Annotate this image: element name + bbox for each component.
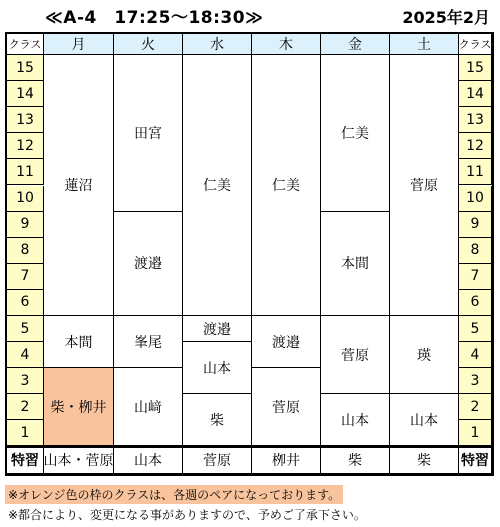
class-number-right: 15 bbox=[459, 55, 492, 81]
note-pair-highlight: ※オレンジ色の枠のクラスは、各週のペアになっております。 bbox=[5, 485, 343, 504]
teacher-cell: 仁美 bbox=[183, 55, 252, 316]
teacher-cell: 仁美 bbox=[252, 55, 321, 316]
class-number-right: 3 bbox=[459, 368, 492, 394]
day-header-sat: 土 bbox=[390, 34, 459, 55]
class-number-left: 1 bbox=[7, 420, 44, 446]
day-header-thu: 木 bbox=[252, 34, 321, 55]
teacher-cell: 本間 bbox=[44, 316, 114, 368]
class-number-left: 8 bbox=[7, 238, 44, 264]
day-header-wed: 水 bbox=[183, 34, 252, 55]
teacher-cell: 渡邉 bbox=[183, 316, 252, 342]
teacher-cell: 山﨑 bbox=[114, 368, 183, 446]
class-number-right: 5 bbox=[459, 316, 492, 342]
note-schedule-change: ※都合により、変更になる事がありますので、予めご了承下さい。 bbox=[8, 508, 366, 522]
class-number-left: 9 bbox=[7, 212, 44, 238]
lecture-cell-sat: 柴 bbox=[390, 447, 459, 475]
teacher-cell: 山本 bbox=[321, 394, 390, 446]
teacher-cell: 田宮 bbox=[114, 55, 183, 212]
class-number-left: 10 bbox=[7, 186, 44, 212]
class-number-right: 8 bbox=[459, 238, 492, 264]
teacher-cell: 渡邉 bbox=[252, 316, 321, 368]
teacher-cell: 柴・栁井 bbox=[44, 368, 114, 446]
class-number-right: 14 bbox=[459, 81, 492, 107]
class-number-right: 11 bbox=[459, 159, 492, 185]
teacher-cell: 柴 bbox=[183, 394, 252, 446]
schedule-month: 2025年2月 bbox=[402, 8, 490, 27]
class-number-left: 3 bbox=[7, 368, 44, 394]
class-header-left: クラス bbox=[7, 34, 44, 55]
class-number-right: 12 bbox=[459, 133, 492, 159]
class-number-right: 1 bbox=[459, 420, 492, 446]
class-number-right: 7 bbox=[459, 264, 492, 290]
class-number-left: 13 bbox=[7, 107, 44, 133]
teacher-cell: 峯尾 bbox=[114, 316, 183, 368]
lecture-cell-fri: 柴 bbox=[321, 447, 390, 475]
lecture-cell-tue: 山本 bbox=[114, 447, 183, 475]
teacher-cell: 山本 bbox=[390, 394, 459, 446]
schedule-title: ≪A-4 17:25～18:30≫ bbox=[45, 8, 264, 28]
class-number-left: 2 bbox=[7, 394, 44, 420]
lecture-row-divider bbox=[7, 446, 492, 448]
schedule-grid bbox=[5, 32, 494, 476]
class-header-right: クラス bbox=[459, 34, 492, 55]
class-number-right: 9 bbox=[459, 212, 492, 238]
lecture-cell-thu: 栁井 bbox=[252, 447, 321, 475]
lecture-cell-mon: 山本・菅原 bbox=[44, 447, 114, 475]
class-number-left: 12 bbox=[7, 133, 44, 159]
teacher-cell: 菅原 bbox=[321, 316, 390, 394]
class-number-left: 7 bbox=[7, 264, 44, 290]
teacher-cell: 菅原 bbox=[252, 368, 321, 446]
teacher-cell: 渡邉 bbox=[114, 212, 183, 316]
class-number-right: 13 bbox=[459, 107, 492, 133]
class-number-right: 4 bbox=[459, 342, 492, 368]
lecture-label-right: 特習 bbox=[459, 447, 492, 475]
class-number-left: 5 bbox=[7, 316, 44, 342]
teacher-cell: 山本 bbox=[183, 342, 252, 394]
teacher-cell: 瑛 bbox=[390, 316, 459, 394]
day-header-fri: 金 bbox=[321, 34, 390, 55]
class-number-right: 2 bbox=[459, 394, 492, 420]
lecture-label-left: 特習 bbox=[7, 447, 44, 475]
class-number-left: 14 bbox=[7, 81, 44, 107]
class-number-left: 4 bbox=[7, 342, 44, 368]
class-number-left: 11 bbox=[7, 159, 44, 185]
day-header-mon: 月 bbox=[44, 34, 114, 55]
class-number-left: 15 bbox=[7, 55, 44, 81]
day-header-tue: 火 bbox=[114, 34, 183, 55]
teacher-cell: 菅原 bbox=[390, 55, 459, 316]
class-number-left: 6 bbox=[7, 290, 44, 316]
class-number-right: 6 bbox=[459, 290, 492, 316]
teacher-cell: 仁美 bbox=[321, 55, 390, 212]
lecture-cell-wed: 菅原 bbox=[183, 447, 252, 475]
class-number-right: 10 bbox=[459, 186, 492, 212]
teacher-cell: 本間 bbox=[321, 212, 390, 316]
teacher-cell: 蓮沼 bbox=[44, 55, 114, 316]
